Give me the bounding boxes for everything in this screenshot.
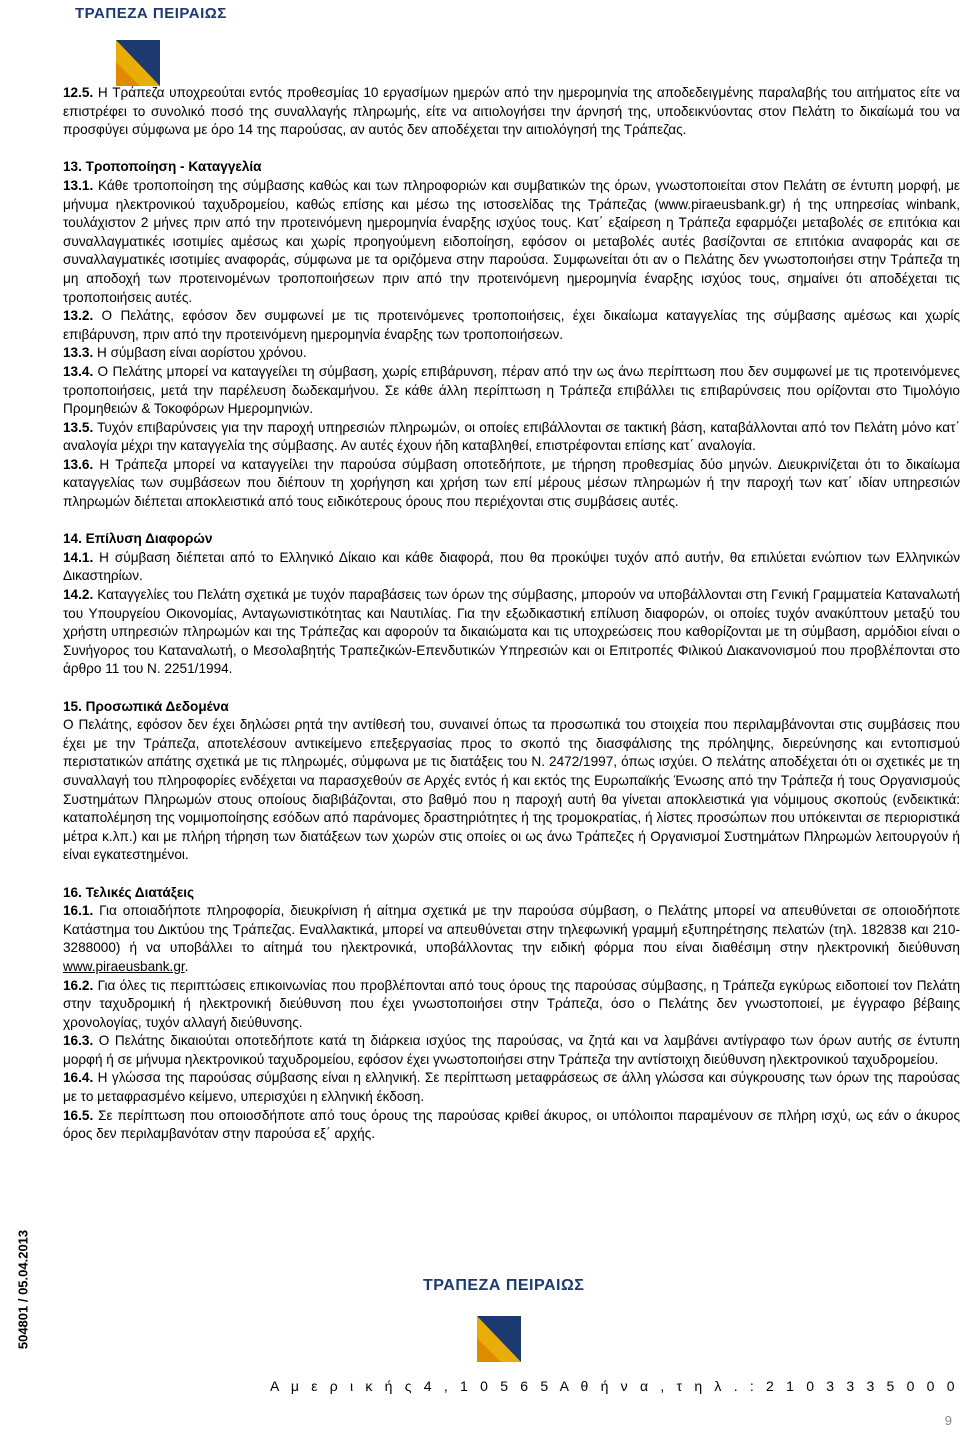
heading-16: 16. Τελικές Διατάξεις bbox=[63, 884, 195, 900]
clause-13-4: 13.4. Ο Πελάτης μπορεί να καταγγείλει τη σύμβαση, χωρίς επιβάρυνση, πέραν από την ως άνω περίπτωση που δεν συμφωνεί με τις προτεινόμενες τροποποιήσεις, μετά την παρέλευση δωδεκαμήνου. Σε κάθε άλλη περίπτωση η Τράπεζα επιβάλλει τις επιβαρύνσεις που ορίζονται στο Τιμολόγιο Προμηθειών & Τοκοφόρων Ημερομηνιών. bbox=[63, 363, 960, 417]
footer-address: Α μ ε ρ ι κ ή ς 4 , 1 0 5 6 5 Α θ ή ν α , τ η λ . : 2 1 0 3 3 3 5 0 0 0 bbox=[270, 1378, 959, 1394]
clause-13-1: 13.1. Κάθε τροποποίηση της σύμβασης καθώς και των πληροφοριών και συμβατικών της όρων, γνωστοποιείται στον Πελάτη σε έντυπη μορφή, με μήνυμα ηλεκτρονικού ταχυδρομείου, καθώς επίσης και μέσω της ιστοσελίδας της Τράπεζας (www.piraeusbank.gr) ή της υπηρεσίας winbank, τουλάχιστον 2 μήνες πριν από την προτεινόμενη ημερομηνία έναρξης ισχύος τους. Κατ΄ εξαίρεση η Τράπεζα εφαρμόζει μεταβολές σε επιτόκια και συναλλαγματικές ισοτιμίες αμέσως και χωρίς προηγούμενη ειδοποίηση, εφόσον οι μεταβολές αυτές βασίζονται σε επιτόκια αναφοράς και σε συναλλαγματικές ισοτιμίες αναφοράς, σύμφωνα με τα οριζόμενα στην παρούσα. Συμφωνείται ότι αν ο Πελάτης δεν γνωστοποιήσει στην Τράπεζα τη μη αποδοχή των προτεινομένων τροποποιήσεων πριν από την προτεινόμενη ημερομηνία έναρξης ισχύος τους, σημαίνει ότι αποδέχεται τις τροποποιήσεις αυτές. bbox=[63, 177, 960, 305]
website-link[interactable]: www.piraeusbank.gr bbox=[63, 958, 185, 974]
clause-16-1: 16.1. Για οποιαδήποτε πληροφορία, διευκρίνιση ή αίτημα σχετικά με την παρούσα σύμβαση, ο Πελάτης μπορεί να απευθύνεται σε οποιοδήποτε Κατάστημα του Δικτύου της Τράπεζας. Εναλλακτικά, μπορεί να απευθύνεται στην τηλεφωνική γραμμή εξυπηρέτησης πελατών (τηλ. 182838 και 210-3288000) ή να υποβάλλει το αίτημά του ηλεκτρονικά, υποβάλλοντας την ειδική φόρμα που είναι διαθέσιμη στην ηλεκτρονική διεύθυνση www.piraeusbank.gr. bbox=[63, 903, 960, 974]
clause-13-5: 13.5. Τυχόν επιβαρύνσεις για την παροχή υπηρεσιών πληρωμών, οι οποίες επιβάλλονται σε τακτική βάση, καταβάλλονται από τον Πελάτη μόνο κατ΄ αναλογία μέχρι την καταγγελία της σύμβασης. Αν αυτές έχουν ήδη καταβληθεί, επιστρέφονται επίσης κατ΄ αναλογία. bbox=[63, 419, 960, 454]
clause-13-3: 13.3. Η σύμβαση είναι αορίστου χρόνου. bbox=[63, 345, 307, 361]
heading-13: 13. Τροποποίηση - Καταγγελία bbox=[63, 159, 262, 175]
clause-16-2: 16.2. Για όλες τις περιπτώσεις επικοινωνίας που προβλέπονται από τους όρους της παρούσας σύμβασης, η Τράπεζα εγκύρως ειδοποιεί τον Πελάτη στην ταχυδρομική ή ηλεκτρονική διεύθυνση που έχει γνωστοποιήσει στην Τράπεζα, όσο ο Πελάτης δεν γνωστοποιεί, με έγγραφο βέβαιης χρονολογίας, τυχόν αλλαγή διεύθυνσης. bbox=[63, 977, 960, 1030]
document-code: 504801 / 05.04.2013 bbox=[15, 1229, 31, 1350]
heading-15: 15. Προσωπικά Δεδομένα bbox=[63, 698, 229, 714]
clause-13-2: 13.2. Ο Πελάτης, εφόσον δεν συμφωνεί με τις προτεινόμενες τροποποιήσεις, έχει δικαίωμα καταγγελίας της σύμβασης αμέσως και χωρίς επιβάρυνση, πριν από την προτεινόμενη ημερομηνία έναρξης των τροποποιήσεων. bbox=[63, 308, 960, 342]
page-number: 9 bbox=[944, 1413, 952, 1428]
clause-16-5: 16.5. Σε περίπτωση που οποιοσδήποτε από τους όρους της παρούσας κριθεί άκυρος, οι υπόλοιποι παραμένουν σε πλήρη ισχύ, ως εάν ο άκυρος όρος δεν περιλαμβανόταν στην παρούσα εξ΄ αρχής. bbox=[63, 1107, 960, 1142]
bank-logo-icon bbox=[116, 40, 160, 86]
header-bank-name: ΤΡΑΠΕΖΑ ΠΕΙΡΑΙΩΣ bbox=[75, 5, 227, 22]
clause-13-6: 13.6. Η Τράπεζα μπορεί να καταγγείλει την παρούσα σύμβαση οποτεδήποτε, με τήρηση προθεσμίας δύο μηνών. Διευκρινίζεται ότι το δικαίωμα καταγγελίας των συμβάσεων που διέπουν τη χορήγηση και χρήση των επί μέρους μέσων πληρωμών ή την παροχή των κατ΄ ιδίαν υπηρεσιών πληρωμών διέπεται αποκλειστικά από τους ειδικότερους όρους που περιέχονται στις συμβάσεις αυτές. bbox=[63, 456, 960, 510]
heading-14: 14. Επίλυση Διαφορών bbox=[63, 531, 213, 547]
clause-12-5: 12.5. Η Τράπεζα υποχρεούται εντός προθεσμίας 10 εργασίμων ημερών από την ημερομηνία της αποδεδειγμένης παραλαβής του αιτήματος είτε να επιστρέφει το συνολικό ποσό της συναλλαγής πληρωμής, είτε να αιτιολογήσει την άρνησή της, υποδεικνύοντας στον Πελάτη το δικαίωμά του να προσφύγει σύμφωνα με όρο 14 της παρούσας, αν αυτός δεν αποδέχεται την αιτιολόγησή της Τράπεζας. bbox=[63, 85, 960, 138]
clause-14-2: 14.2. Καταγγελίες του Πελάτη σχετικά με τυχόν παραβάσεις των όρων της σύμβασης, μπορούν να υποβάλλονται στη Γενική Γραμματεία Καταναλωτή του Υπουργείου Οικονομίας, Ανταγωνιστικότητας και Ναυτιλίας. Για την εξωδικαστική επίλυση διαφορών, οι οποίες τυχόν ανακύπτουν μεταξύ του χρήστη υπηρεσιών πληρωμών και της Τράπεζας και αφορούν τα δικαιώματα και τις υποχρεώσεις που καθορίζονται με τη σύμβαση, αρμόδιοι είναι ο Συνήγορος του Καταναλωτή, ο Μεσολαβητής Τραπεζικών-Επενδυτικών Υπηρεσιών και οι Επιτροπές Φιλικού Διακανονισμού που προβλέπονται στο άρθρο 11 του Ν. 2251/1994. bbox=[63, 587, 960, 677]
clause-16-4: 16.4. Η γλώσσα της παρούσας σύμβασης είναι η ελληνική. Σε περίπτωση μεταφράσεως σε άλλη γλώσσα και σύγκρουσης των όρων της παρούσας με το μεταφρασμένο κείμενο, υπερισχύει η ελληνική έκδοση. bbox=[63, 1070, 960, 1105]
document-body bbox=[63, 84, 960, 1144]
footer-logo-icon bbox=[477, 1316, 521, 1362]
footer-bank-name: ΤΡΑΠΕΖΑ ΠΕΙΡΑΙΩΣ bbox=[423, 1277, 585, 1294]
clause-15: Ο Πελάτης, εφόσον δεν έχει δηλώσει ρητά την αντίθεσή του, συναινεί όπως τα προσωπικά του στοιχεία που περιλαμβάνονται στις συμβάσεις που έχει με την Τράπεζα, αποτελέσουν αντικείμενο επεξεργασίας προς το σκοπό της διασφάλισης της πρόληψης, διερεύνησης και εντοπισμού περιστατικών απάτης σχετικά με τις πληρωμές, σύμφωνα με τις διατάξεις του Ν. 2472/1997, όπως ισχύει. Ο πελάτης αποδέχεται ότι οι σχετικές με τη συναλλαγή του πληροφορίες ενδέχεται να παρασχεθούν σε Αρχές εντός ή και εκτός της Ευρωπαϊκής Ένωσης από την Τράπεζα ή τους Οργανισμούς Συστημάτων Πληρωμών στους οποίους διαβιβάζονται, στο βαθμό που η παροχή αυτή θα γίνεται αποκλειστικά για νόμιμους σκοπούς (ενδεικτικά: καταπολέμηση της νομιμοποίησης εσόδων από παράνομες δραστηριότητες ή της τρομοκρατίας, ή λίστες προσώπων που υπόκεινται σε περιοριστικά μέτρα κ.λπ.) και με πλήρη τήρηση των διατάξεων των χωρών στις οποίες οι ως άνω Τράπεζες ή Οργανισμοί Συστημάτων Πληρωμών λειτουργούν ή είναι εγκατεστημένοι. bbox=[63, 717, 960, 863]
clause-14-1: 14.1. Η σύμβαση διέπεται από το Ελληνικό Δίκαιο και κάθε διαφορά, που θα προκύψει τυχόν από αυτήν, θα επιλύεται ενώπιον των Ελληνικών Δικαστηρίων. bbox=[63, 549, 960, 584]
clause-16-3: 16.3. Ο Πελάτης δικαιούται οποτεδήποτε κατά τη διάρκεια ισχύος της παρούσας, να ζητά και να λαμβάνει αντίγραφο των όρων αυτής σε έντυπη μορφή ή σε μήνυμα ηλεκτρονικού ταχυδρομείου, εφόσον έχει γνωστοποιήσει στην Τράπεζα την αντίστοιχη διεύθυνση ηλεκτρονικού ταχυδρομείου. bbox=[63, 1033, 960, 1067]
